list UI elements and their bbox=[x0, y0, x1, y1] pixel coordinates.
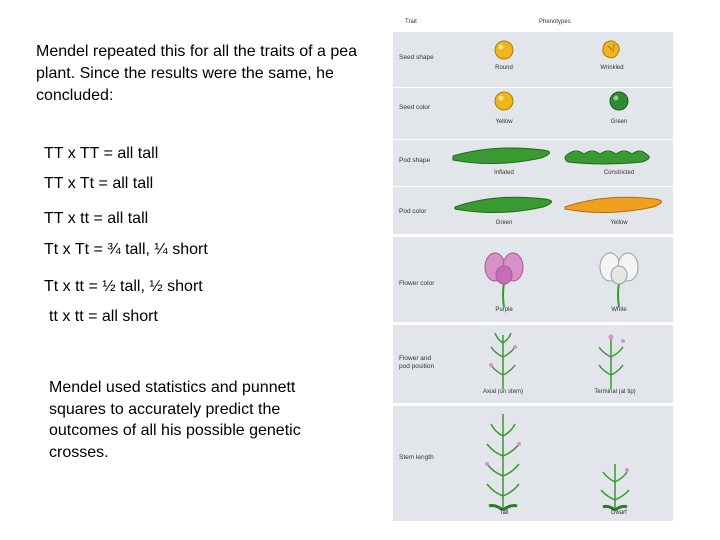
seed-highlight bbox=[499, 45, 504, 50]
pea-traits-figure bbox=[391, 14, 675, 522]
trait-label: Seed shape bbox=[399, 54, 434, 61]
trait-row-flower-position bbox=[393, 324, 673, 403]
phenotype-caption: Yellow bbox=[495, 119, 513, 125]
trait-label: Flower color bbox=[399, 280, 435, 287]
cross-result: TT x Tt = all tall bbox=[44, 175, 154, 192]
tall-plant-icon bbox=[485, 414, 521, 510]
yellow-seed-icon bbox=[495, 92, 513, 110]
conclusion-paragraph: Mendel used statistics and punnett squares to accurately predict the outcomes of all his possible genetic crosses. bbox=[49, 379, 301, 461]
trait-label: Seed color bbox=[399, 104, 431, 111]
trait-label: Flower and pod position bbox=[399, 355, 435, 370]
cross-result: Tt x Tt = ¾ tall, ¼ short bbox=[44, 241, 208, 258]
phenotype-caption: Constricted bbox=[603, 170, 635, 176]
green-pod-icon bbox=[455, 197, 552, 212]
trait-row-stem-length bbox=[393, 405, 673, 521]
round-seed-icon bbox=[495, 41, 513, 59]
pod-color-illustration bbox=[393, 187, 673, 234]
phenotype-caption: Yellow bbox=[610, 220, 628, 226]
purple-flower-icon bbox=[485, 253, 523, 307]
terminal-plant-icon bbox=[599, 335, 625, 390]
cross-result: TT x TT = all tall bbox=[44, 145, 159, 162]
yellow-pod-icon bbox=[565, 197, 662, 212]
seed-shape-illustration bbox=[393, 32, 673, 87]
phenotype-caption: Terminal (at tip) bbox=[594, 389, 636, 395]
phenotype-caption: Purple bbox=[495, 307, 513, 313]
pod-shape-illustration bbox=[393, 140, 673, 190]
cross-result: Tt x tt = ½ tall, ½ short bbox=[44, 278, 203, 295]
cross-result: tt x tt = all short bbox=[49, 308, 158, 325]
trait-row-pod-color bbox=[393, 186, 673, 234]
seed-color-illustration bbox=[393, 88, 673, 143]
inflated-pod-icon bbox=[453, 148, 550, 164]
phenotype-caption: White bbox=[611, 307, 627, 313]
trait-label: Pod color bbox=[399, 208, 427, 215]
intro-paragraph: Mendel repeated this for all the traits of a pea plant. Since the results were the same, he concluded: bbox=[36, 43, 358, 104]
phenotype-caption: Green bbox=[610, 119, 628, 125]
trait-label: Pod shape bbox=[399, 157, 431, 164]
header-trait: Trait bbox=[405, 19, 417, 25]
trait-row-seed-color bbox=[393, 87, 673, 143]
trait-row-flower-color bbox=[393, 236, 673, 322]
seed-highlight bbox=[499, 96, 504, 101]
trait-row-seed-shape bbox=[393, 31, 673, 87]
phenotype-caption: Round bbox=[495, 65, 513, 71]
cross-result: TT x tt = all tall bbox=[44, 210, 149, 227]
phenotype-caption: Dwarf bbox=[611, 510, 627, 516]
trait-row-pod-shape bbox=[393, 139, 673, 190]
phenotype-caption: Tall bbox=[499, 510, 509, 516]
axial-plant-icon bbox=[489, 333, 517, 389]
phenotype-caption: Axial (on stem) bbox=[482, 389, 523, 395]
trait-label: Stem length bbox=[399, 454, 434, 461]
stem-length-illustration bbox=[393, 406, 673, 521]
phenotype-caption: Wrinkled bbox=[600, 65, 624, 71]
dwarf-plant-icon bbox=[601, 464, 629, 510]
constricted-pod-icon bbox=[565, 151, 649, 164]
white-flower-icon bbox=[600, 253, 638, 307]
green-seed-icon bbox=[610, 92, 628, 110]
phenotype-caption: Inflated bbox=[494, 170, 514, 176]
seed-highlight bbox=[614, 96, 619, 101]
header-phenotypes: Phenotypes bbox=[539, 19, 571, 25]
phenotype-caption: Green bbox=[495, 220, 513, 226]
